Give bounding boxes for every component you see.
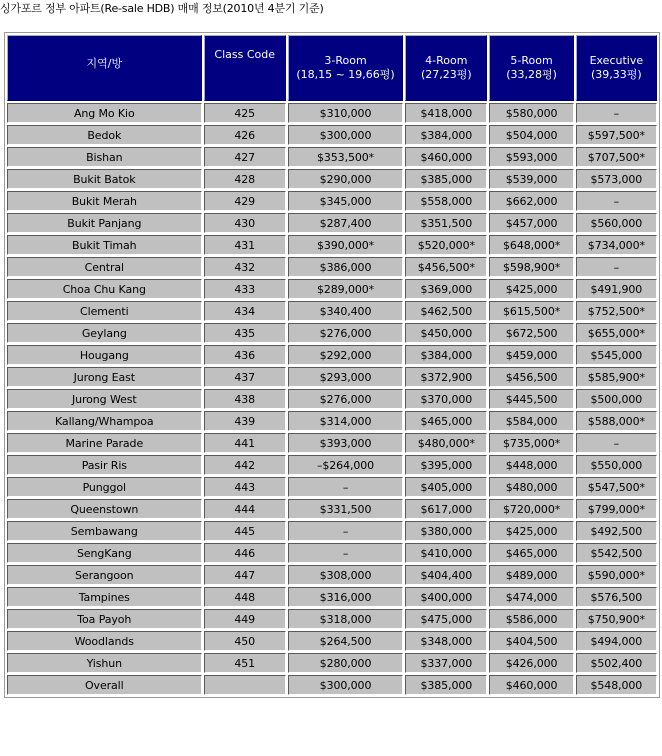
table-row	[7, 191, 657, 211]
cell-region: Clementi	[7, 301, 202, 321]
cell-executive-price: $573,000	[576, 169, 657, 189]
cell-executive-price: $548,000	[576, 675, 657, 695]
cell-region: Serangoon	[7, 565, 202, 585]
header-4-room	[405, 35, 487, 101]
cell-class-code: 438	[204, 389, 286, 409]
cell-region: Geylang	[7, 323, 202, 343]
cell-executive-price: $590,000*	[576, 565, 657, 585]
header-5-room-name: 5-Room	[510, 54, 553, 67]
table-row	[7, 433, 657, 453]
cell-executive-price: $597,500*	[576, 125, 657, 145]
page-title: 싱가포르 정부 아파트(Re-sale HDB) 매매 정보(2010년 4분기 기준)	[0, 2, 324, 15]
cell-class-code: 427	[204, 147, 286, 167]
cell-class-code: 442	[204, 455, 286, 475]
cell-3-room-price: $314,000	[288, 411, 403, 431]
cell-region: Central	[7, 257, 202, 277]
cell-4-room-price: $384,000	[405, 125, 487, 145]
cell-executive-price: $707,500*	[576, 147, 657, 167]
cell-region: Marine Parade	[7, 433, 202, 453]
table-header-row	[7, 35, 657, 101]
cell-3-room-price: $316,000	[288, 587, 403, 607]
cell-3-room-price: $300,000	[288, 675, 403, 695]
cell-executive-price: $545,000	[576, 345, 657, 365]
cell-class-code: 448	[204, 587, 286, 607]
cell-executive-price: –	[576, 191, 657, 211]
cell-class-code	[204, 675, 286, 695]
cell-class-code: 439	[204, 411, 286, 431]
cell-4-room-price: $400,000	[405, 587, 487, 607]
cell-3-room-price: $345,000	[288, 191, 403, 211]
table-row	[7, 147, 657, 167]
cell-5-room-price: $584,000	[489, 411, 573, 431]
table-row	[7, 345, 657, 365]
cell-4-room-price: $395,000	[405, 455, 487, 475]
cell-class-code: 431	[204, 235, 286, 255]
cell-region: Kallang/Whampoa	[7, 411, 202, 431]
cell-region: Bukit Timah	[7, 235, 202, 255]
cell-4-room-price: $410,000	[405, 543, 487, 563]
cell-4-room-price: $465,000	[405, 411, 487, 431]
table-row	[7, 301, 657, 321]
cell-5-room-price: $465,000	[489, 543, 573, 563]
cell-executive-price: $492,500	[576, 521, 657, 541]
cell-region: Overall	[7, 675, 202, 695]
cell-region: Woodlands	[7, 631, 202, 651]
table-row	[7, 675, 657, 695]
cell-4-room-price: $462,500	[405, 301, 487, 321]
cell-executive-price: $750,900*	[576, 609, 657, 629]
cell-executive-price: $547,500*	[576, 477, 657, 497]
header-class-code	[204, 35, 286, 101]
cell-5-room-price: $672,500	[489, 323, 573, 343]
cell-class-code: 451	[204, 653, 286, 673]
cell-3-room-price: $290,000	[288, 169, 403, 189]
cell-4-room-price: $520,000*	[405, 235, 487, 255]
cell-region: Bishan	[7, 147, 202, 167]
cell-region: Bukit Panjang	[7, 213, 202, 233]
cell-executive-price: –	[576, 257, 657, 277]
cell-5-room-price: $648,000*	[489, 235, 573, 255]
cell-class-code: 426	[204, 125, 286, 145]
cell-3-room-price: –	[288, 521, 403, 541]
cell-region: Queenstown	[7, 499, 202, 519]
cell-4-room-price: $450,000	[405, 323, 487, 343]
cell-class-code: 443	[204, 477, 286, 497]
cell-5-room-price: $489,000	[489, 565, 573, 585]
cell-region: Punggol	[7, 477, 202, 497]
cell-executive-price: $494,000	[576, 631, 657, 651]
header-3-room	[288, 35, 403, 101]
cell-executive-price: $585,900*	[576, 367, 657, 387]
cell-executive-price: –	[576, 103, 657, 123]
cell-region: Pasir Ris	[7, 455, 202, 475]
cell-executive-price: $542,500	[576, 543, 657, 563]
cell-class-code: 436	[204, 345, 286, 365]
cell-class-code: 429	[204, 191, 286, 211]
header-region-label: 지역/방	[86, 57, 123, 70]
cell-5-room-price: $456,500	[489, 367, 573, 387]
cell-region: Jurong East	[7, 367, 202, 387]
cell-5-room-price: $593,000	[489, 147, 573, 167]
cell-class-code: 437	[204, 367, 286, 387]
cell-5-room-price: $474,000	[489, 587, 573, 607]
cell-5-room-price: $457,000	[489, 213, 573, 233]
table-row	[7, 455, 657, 475]
cell-4-room-price: $384,000	[405, 345, 487, 365]
cell-3-room-price: –	[288, 543, 403, 563]
cell-3-room-price: $308,000	[288, 565, 403, 585]
cell-3-room-price: $318,000	[288, 609, 403, 629]
cell-5-room-price: $448,000	[489, 455, 573, 475]
table-row	[7, 389, 657, 409]
cell-5-room-price: $504,000	[489, 125, 573, 145]
header-4-room-name: 4-Room	[425, 54, 468, 67]
table-row	[7, 631, 657, 651]
table-row	[7, 169, 657, 189]
cell-3-room-price: $280,000	[288, 653, 403, 673]
cell-region: Yishun	[7, 653, 202, 673]
cell-4-room-price: $372,900	[405, 367, 487, 387]
header-executive-size: (39,33평)	[591, 68, 642, 81]
cell-executive-price: $560,000	[576, 213, 657, 233]
cell-3-room-price: $390,000*	[288, 235, 403, 255]
cell-5-room-price: $445,500	[489, 389, 573, 409]
cell-3-room-price: $287,400	[288, 213, 403, 233]
cell-3-room-price: –	[288, 477, 403, 497]
cell-3-room-price: $353,500*	[288, 147, 403, 167]
table-row	[7, 521, 657, 541]
cell-4-room-price: $558,000	[405, 191, 487, 211]
cell-4-room-price: $460,000	[405, 147, 487, 167]
table-row	[7, 653, 657, 673]
cell-class-code: 447	[204, 565, 286, 585]
table-row	[7, 257, 657, 277]
cell-3-room-price: –$264,000	[288, 455, 403, 475]
cell-executive-price: $500,000	[576, 389, 657, 409]
cell-3-room-price: $289,000*	[288, 279, 403, 299]
cell-region: SengKang	[7, 543, 202, 563]
cell-4-room-price: $404,400	[405, 565, 487, 585]
cell-5-room-price: $480,000	[489, 477, 573, 497]
cell-4-room-price: $351,500	[405, 213, 487, 233]
cell-class-code: 433	[204, 279, 286, 299]
table-row	[7, 367, 657, 387]
cell-class-code: 450	[204, 631, 286, 651]
cell-class-code: 428	[204, 169, 286, 189]
cell-executive-price: $655,000*	[576, 323, 657, 343]
cell-class-code: 445	[204, 521, 286, 541]
header-5-room	[489, 35, 573, 101]
cell-4-room-price: $348,000	[405, 631, 487, 651]
cell-3-room-price: $393,000	[288, 433, 403, 453]
cell-class-code: 434	[204, 301, 286, 321]
cell-executive-price: $502,400	[576, 653, 657, 673]
header-4-room-size: (27,23평)	[420, 68, 472, 81]
cell-region: Sembawang	[7, 521, 202, 541]
table-row	[7, 235, 657, 255]
cell-4-room-price: $385,000	[405, 675, 487, 695]
cell-5-room-price: $426,000	[489, 653, 573, 673]
cell-class-code: 430	[204, 213, 286, 233]
cell-region: Tampines	[7, 587, 202, 607]
table-row	[7, 609, 657, 629]
cell-3-room-price: $331,500	[288, 499, 403, 519]
cell-4-room-price: $475,000	[405, 609, 487, 629]
cell-4-room-price: $337,000	[405, 653, 487, 673]
table-row	[7, 499, 657, 519]
header-3-room-size: (18,15 ~ 19,66평)	[296, 68, 395, 81]
table-row	[7, 565, 657, 585]
table-body	[7, 103, 657, 695]
header-class-code-label: Class Code	[214, 48, 276, 61]
cell-3-room-price: $276,000	[288, 323, 403, 343]
cell-executive-price: $752,500*	[576, 301, 657, 321]
cell-5-room-price: $404,500	[489, 631, 573, 651]
cell-class-code: 432	[204, 257, 286, 277]
table-row	[7, 125, 657, 145]
cell-4-room-price: $617,000	[405, 499, 487, 519]
cell-3-room-price: $310,000	[288, 103, 403, 123]
cell-4-room-price: $405,000	[405, 477, 487, 497]
cell-5-room-price: $460,000	[489, 675, 573, 695]
cell-region: Hougang	[7, 345, 202, 365]
hdb-price-table	[5, 33, 659, 697]
cell-region: Ang Mo Kio	[7, 103, 202, 123]
cell-4-room-price: $456,500*	[405, 257, 487, 277]
header-executive-name: Executive	[589, 54, 644, 67]
cell-5-room-price: $586,000	[489, 609, 573, 629]
cell-region: Toa Payoh	[7, 609, 202, 629]
cell-5-room-price: $615,500*	[489, 301, 573, 321]
header-region	[7, 35, 202, 101]
cell-class-code: 425	[204, 103, 286, 123]
cell-3-room-price: $292,000	[288, 345, 403, 365]
cell-5-room-price: $580,000	[489, 103, 573, 123]
cell-class-code: 449	[204, 609, 286, 629]
cell-class-code: 446	[204, 543, 286, 563]
cell-3-room-price: $276,000	[288, 389, 403, 409]
cell-4-room-price: $370,000	[405, 389, 487, 409]
cell-5-room-price: $425,000	[489, 279, 573, 299]
cell-5-room-price: $459,000	[489, 345, 573, 365]
cell-executive-price: $588,000*	[576, 411, 657, 431]
table-row	[7, 103, 657, 123]
cell-region: Bukit Merah	[7, 191, 202, 211]
cell-region: Bedok	[7, 125, 202, 145]
cell-4-room-price: $418,000	[405, 103, 487, 123]
cell-5-room-price: $662,000	[489, 191, 573, 211]
cell-class-code: 444	[204, 499, 286, 519]
cell-5-room-price: $720,000*	[489, 499, 573, 519]
table-row	[7, 279, 657, 299]
cell-4-room-price: $380,000	[405, 521, 487, 541]
cell-4-room-price: $385,000	[405, 169, 487, 189]
header-5-room-size: (33,28평)	[506, 68, 557, 81]
cell-3-room-price: $293,000	[288, 367, 403, 387]
cell-3-room-price: $340,400	[288, 301, 403, 321]
cell-executive-price: $734,000*	[576, 235, 657, 255]
cell-executive-price: $799,000*	[576, 499, 657, 519]
cell-region: Jurong West	[7, 389, 202, 409]
cell-executive-price: –	[576, 433, 657, 453]
cell-region: Bukit Batok	[7, 169, 202, 189]
table-row	[7, 587, 657, 607]
cell-region: Choa Chu Kang	[7, 279, 202, 299]
cell-class-code: 435	[204, 323, 286, 343]
table-row	[7, 477, 657, 497]
table-row	[7, 213, 657, 233]
cell-5-room-price: $539,000	[489, 169, 573, 189]
cell-3-room-price: $300,000	[288, 125, 403, 145]
cell-4-room-price: $369,000	[405, 279, 487, 299]
cell-executive-price: $491,900	[576, 279, 657, 299]
table-row	[7, 543, 657, 563]
cell-class-code: 441	[204, 433, 286, 453]
cell-executive-price: $550,000	[576, 455, 657, 475]
header-3-room-name: 3-Room	[324, 54, 367, 67]
table-row	[7, 411, 657, 431]
cell-3-room-price: $264,500	[288, 631, 403, 651]
cell-5-room-price: $735,000*	[489, 433, 573, 453]
header-executive	[576, 35, 657, 101]
cell-5-room-price: $425,000	[489, 521, 573, 541]
cell-5-room-price: $598,900*	[489, 257, 573, 277]
cell-4-room-price: $480,000*	[405, 433, 487, 453]
table-row	[7, 323, 657, 343]
cell-3-room-price: $386,000	[288, 257, 403, 277]
cell-executive-price: $576,500	[576, 587, 657, 607]
